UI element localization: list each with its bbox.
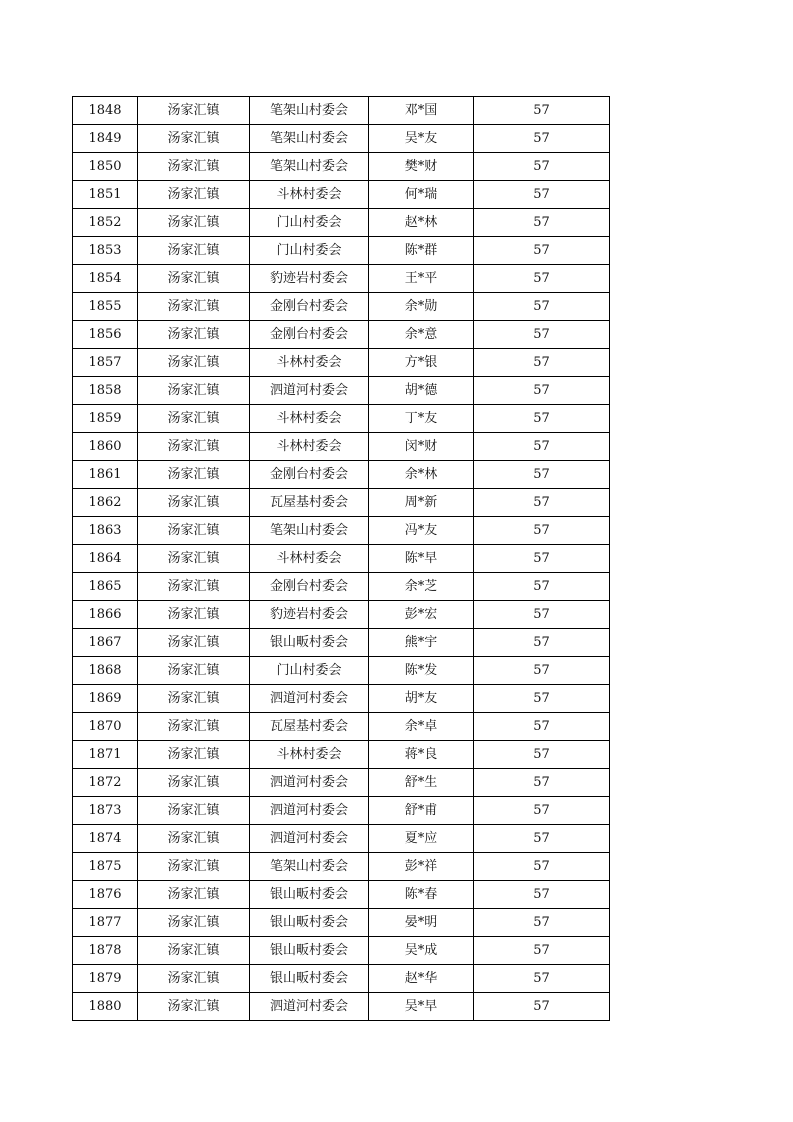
village-cell: 斗林村委会 — [250, 181, 369, 209]
table-row — [73, 797, 610, 825]
roster-table — [72, 96, 610, 1021]
village-cell: 笔架山村委会 — [250, 517, 369, 545]
village-cell: 斗林村委会 — [250, 405, 369, 433]
table-row — [73, 265, 610, 293]
row-number-cell: 1849 — [73, 125, 138, 153]
village-cell: 泗道河村委会 — [250, 377, 369, 405]
town-cell: 汤家汇镇 — [138, 741, 250, 769]
row-number-cell: 1870 — [73, 713, 138, 741]
person-name-cell: 舒*生 — [369, 769, 474, 797]
amount-cell: 57 — [474, 629, 610, 657]
amount-cell: 57 — [474, 685, 610, 713]
town-cell: 汤家汇镇 — [138, 237, 250, 265]
table-row — [73, 377, 610, 405]
person-name-cell: 王*平 — [369, 265, 474, 293]
row-number-cell: 1876 — [73, 881, 138, 909]
amount-cell: 57 — [474, 909, 610, 937]
row-number-cell: 1851 — [73, 181, 138, 209]
person-name-cell: 周*新 — [369, 489, 474, 517]
town-cell: 汤家汇镇 — [138, 573, 250, 601]
town-cell: 汤家汇镇 — [138, 153, 250, 181]
row-number-cell: 1879 — [73, 965, 138, 993]
table-row — [73, 657, 610, 685]
table-row — [73, 573, 610, 601]
amount-cell: 57 — [474, 489, 610, 517]
person-name-cell: 彭*宏 — [369, 601, 474, 629]
row-number-cell: 1857 — [73, 349, 138, 377]
row-number-cell: 1859 — [73, 405, 138, 433]
village-cell: 金刚台村委会 — [250, 293, 369, 321]
town-cell: 汤家汇镇 — [138, 685, 250, 713]
village-cell: 笔架山村委会 — [250, 153, 369, 181]
person-name-cell: 胡*德 — [369, 377, 474, 405]
amount-cell: 57 — [474, 601, 610, 629]
village-cell: 银山畈村委会 — [250, 881, 369, 909]
table-row — [73, 125, 610, 153]
row-number-cell: 1869 — [73, 685, 138, 713]
row-number-cell: 1866 — [73, 601, 138, 629]
person-name-cell: 余*意 — [369, 321, 474, 349]
person-name-cell: 何*瑞 — [369, 181, 474, 209]
village-cell: 银山畈村委会 — [250, 629, 369, 657]
roster-table-body — [73, 97, 610, 1021]
row-number-cell: 1865 — [73, 573, 138, 601]
village-cell: 斗林村委会 — [250, 349, 369, 377]
amount-cell: 57 — [474, 293, 610, 321]
row-number-cell: 1855 — [73, 293, 138, 321]
town-cell: 汤家汇镇 — [138, 769, 250, 797]
village-cell: 笔架山村委会 — [250, 97, 369, 125]
table-row — [73, 461, 610, 489]
person-name-cell: 邓*国 — [369, 97, 474, 125]
amount-cell: 57 — [474, 125, 610, 153]
town-cell: 汤家汇镇 — [138, 629, 250, 657]
table-row — [73, 741, 610, 769]
person-name-cell: 蒋*良 — [369, 741, 474, 769]
amount-cell: 57 — [474, 153, 610, 181]
row-number-cell: 1868 — [73, 657, 138, 685]
table-row — [73, 321, 610, 349]
village-cell: 金刚台村委会 — [250, 461, 369, 489]
person-name-cell: 熊*宇 — [369, 629, 474, 657]
table-row — [73, 713, 610, 741]
person-name-cell: 舒*甫 — [369, 797, 474, 825]
village-cell: 泗道河村委会 — [250, 769, 369, 797]
village-cell: 笔架山村委会 — [250, 853, 369, 881]
row-number-cell: 1848 — [73, 97, 138, 125]
town-cell: 汤家汇镇 — [138, 825, 250, 853]
row-number-cell: 1872 — [73, 769, 138, 797]
amount-cell: 57 — [474, 237, 610, 265]
table-row — [73, 153, 610, 181]
amount-cell: 57 — [474, 181, 610, 209]
person-name-cell: 闵*财 — [369, 433, 474, 461]
person-name-cell: 陈*发 — [369, 657, 474, 685]
row-number-cell: 1875 — [73, 853, 138, 881]
village-cell: 斗林村委会 — [250, 741, 369, 769]
amount-cell: 57 — [474, 573, 610, 601]
amount-cell: 57 — [474, 797, 610, 825]
village-cell: 泗道河村委会 — [250, 993, 369, 1021]
amount-cell: 57 — [474, 657, 610, 685]
amount-cell: 57 — [474, 97, 610, 125]
village-cell: 斗林村委会 — [250, 545, 369, 573]
row-number-cell: 1860 — [73, 433, 138, 461]
table-row — [73, 293, 610, 321]
row-number-cell: 1856 — [73, 321, 138, 349]
town-cell: 汤家汇镇 — [138, 265, 250, 293]
person-name-cell: 吴*成 — [369, 937, 474, 965]
town-cell: 汤家汇镇 — [138, 797, 250, 825]
person-name-cell: 夏*应 — [369, 825, 474, 853]
village-cell: 斗林村委会 — [250, 433, 369, 461]
table-row — [73, 993, 610, 1021]
amount-cell: 57 — [474, 713, 610, 741]
village-cell: 银山畈村委会 — [250, 965, 369, 993]
row-number-cell: 1862 — [73, 489, 138, 517]
town-cell: 汤家汇镇 — [138, 293, 250, 321]
row-number-cell: 1874 — [73, 825, 138, 853]
row-number-cell: 1878 — [73, 937, 138, 965]
town-cell: 汤家汇镇 — [138, 321, 250, 349]
table-row — [73, 685, 610, 713]
town-cell: 汤家汇镇 — [138, 601, 250, 629]
town-cell: 汤家汇镇 — [138, 517, 250, 545]
row-number-cell: 1854 — [73, 265, 138, 293]
table-row — [73, 601, 610, 629]
row-number-cell: 1861 — [73, 461, 138, 489]
row-number-cell: 1880 — [73, 993, 138, 1021]
village-cell: 泗道河村委会 — [250, 825, 369, 853]
amount-cell: 57 — [474, 965, 610, 993]
person-name-cell: 余*卓 — [369, 713, 474, 741]
row-number-cell: 1864 — [73, 545, 138, 573]
person-name-cell: 晏*明 — [369, 909, 474, 937]
town-cell: 汤家汇镇 — [138, 377, 250, 405]
amount-cell: 57 — [474, 993, 610, 1021]
row-number-cell: 1873 — [73, 797, 138, 825]
amount-cell: 57 — [474, 517, 610, 545]
village-cell: 豹迹岩村委会 — [250, 265, 369, 293]
amount-cell: 57 — [474, 349, 610, 377]
person-name-cell: 方*银 — [369, 349, 474, 377]
row-number-cell: 1858 — [73, 377, 138, 405]
person-name-cell: 丁*友 — [369, 405, 474, 433]
person-name-cell: 樊*财 — [369, 153, 474, 181]
village-cell: 门山村委会 — [250, 237, 369, 265]
town-cell: 汤家汇镇 — [138, 909, 250, 937]
table-row — [73, 629, 610, 657]
table-row — [73, 489, 610, 517]
person-name-cell: 余*林 — [369, 461, 474, 489]
town-cell: 汤家汇镇 — [138, 461, 250, 489]
town-cell: 汤家汇镇 — [138, 937, 250, 965]
table-row — [73, 881, 610, 909]
row-number-cell: 1850 — [73, 153, 138, 181]
village-cell: 门山村委会 — [250, 209, 369, 237]
table-row — [73, 965, 610, 993]
table-row — [73, 545, 610, 573]
person-name-cell: 余*芝 — [369, 573, 474, 601]
table-row — [73, 405, 610, 433]
town-cell: 汤家汇镇 — [138, 713, 250, 741]
amount-cell: 57 — [474, 377, 610, 405]
table-row — [73, 181, 610, 209]
amount-cell: 57 — [474, 321, 610, 349]
town-cell: 汤家汇镇 — [138, 209, 250, 237]
town-cell: 汤家汇镇 — [138, 97, 250, 125]
row-number-cell: 1877 — [73, 909, 138, 937]
village-cell: 银山畈村委会 — [250, 937, 369, 965]
amount-cell: 57 — [474, 937, 610, 965]
row-number-cell: 1853 — [73, 237, 138, 265]
table-row — [73, 937, 610, 965]
town-cell: 汤家汇镇 — [138, 433, 250, 461]
amount-cell: 57 — [474, 741, 610, 769]
person-name-cell: 彭*祥 — [369, 853, 474, 881]
person-name-cell: 吴*早 — [369, 993, 474, 1021]
table-row — [73, 349, 610, 377]
town-cell: 汤家汇镇 — [138, 993, 250, 1021]
person-name-cell: 赵*林 — [369, 209, 474, 237]
village-cell: 金刚台村委会 — [250, 573, 369, 601]
table-row — [73, 853, 610, 881]
table-row — [73, 769, 610, 797]
village-cell: 瓦屋基村委会 — [250, 489, 369, 517]
person-name-cell: 余*勋 — [369, 293, 474, 321]
row-number-cell: 1863 — [73, 517, 138, 545]
village-cell: 银山畈村委会 — [250, 909, 369, 937]
person-name-cell: 陈*早 — [369, 545, 474, 573]
person-name-cell: 陈*春 — [369, 881, 474, 909]
amount-cell: 57 — [474, 881, 610, 909]
town-cell: 汤家汇镇 — [138, 881, 250, 909]
town-cell: 汤家汇镇 — [138, 965, 250, 993]
person-name-cell: 冯*友 — [369, 517, 474, 545]
amount-cell: 57 — [474, 265, 610, 293]
town-cell: 汤家汇镇 — [138, 657, 250, 685]
row-number-cell: 1867 — [73, 629, 138, 657]
amount-cell: 57 — [474, 545, 610, 573]
town-cell: 汤家汇镇 — [138, 545, 250, 573]
town-cell: 汤家汇镇 — [138, 125, 250, 153]
amount-cell: 57 — [474, 405, 610, 433]
village-cell: 笔架山村委会 — [250, 125, 369, 153]
amount-cell: 57 — [474, 769, 610, 797]
table-row — [73, 209, 610, 237]
village-cell: 泗道河村委会 — [250, 797, 369, 825]
row-number-cell: 1871 — [73, 741, 138, 769]
person-name-cell: 吴*友 — [369, 125, 474, 153]
village-cell: 金刚台村委会 — [250, 321, 369, 349]
person-name-cell: 陈*群 — [369, 237, 474, 265]
table-row — [73, 237, 610, 265]
person-name-cell: 胡*友 — [369, 685, 474, 713]
amount-cell: 57 — [474, 433, 610, 461]
town-cell: 汤家汇镇 — [138, 405, 250, 433]
amount-cell: 57 — [474, 461, 610, 489]
amount-cell: 57 — [474, 825, 610, 853]
amount-cell: 57 — [474, 209, 610, 237]
village-cell: 门山村委会 — [250, 657, 369, 685]
village-cell: 瓦屋基村委会 — [250, 713, 369, 741]
town-cell: 汤家汇镇 — [138, 349, 250, 377]
table-row — [73, 517, 610, 545]
table-row — [73, 433, 610, 461]
village-cell: 泗道河村委会 — [250, 685, 369, 713]
town-cell: 汤家汇镇 — [138, 181, 250, 209]
village-cell: 豹迹岩村委会 — [250, 601, 369, 629]
person-name-cell: 赵*华 — [369, 965, 474, 993]
table-row — [73, 97, 610, 125]
table-row — [73, 825, 610, 853]
amount-cell: 57 — [474, 853, 610, 881]
row-number-cell: 1852 — [73, 209, 138, 237]
town-cell: 汤家汇镇 — [138, 489, 250, 517]
table-row — [73, 909, 610, 937]
town-cell: 汤家汇镇 — [138, 853, 250, 881]
